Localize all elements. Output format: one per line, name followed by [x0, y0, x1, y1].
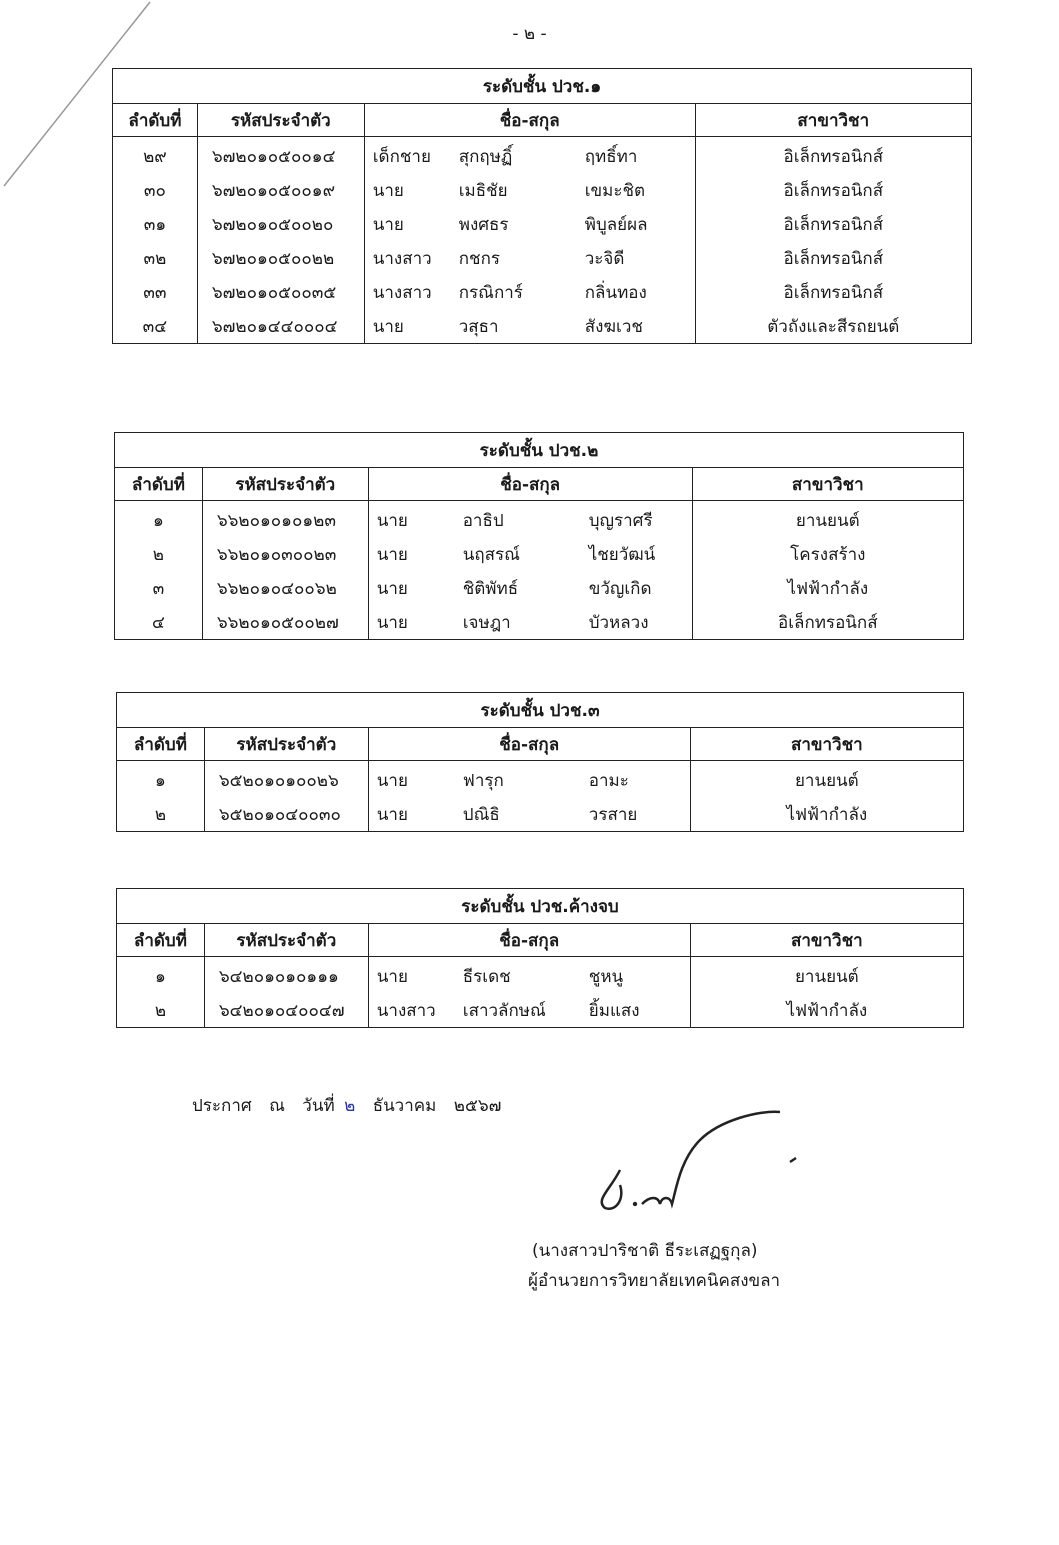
student-id: ๖๗๒๐๑๐๕๐๐๒๐ — [197, 207, 364, 241]
roster-table-level-2 — [114, 432, 964, 640]
table-row — [115, 571, 964, 605]
first-name: วสุธา — [458, 316, 499, 337]
column-header-name: ชื่อ-สกุล — [368, 924, 690, 957]
major: ยานยนต์ — [690, 957, 963, 994]
table-row — [115, 501, 964, 538]
row-number: ๓๐ — [113, 173, 198, 207]
student-name — [368, 501, 692, 538]
column-header-name: ชื่อ-สกุล — [368, 468, 692, 501]
major: อิเล็กทรอนิกส์ — [695, 173, 971, 207]
first-name: พงศธร — [458, 214, 509, 235]
row-number: ๓๔ — [113, 309, 198, 344]
column-header-row — [117, 924, 964, 957]
page-number: - ๒ - — [512, 24, 547, 44]
last-name: เขมะชิต — [584, 180, 646, 201]
major: ไฟฟ้ากำลัง — [690, 797, 963, 832]
major: อิเล็กทรอนิกส์ — [695, 137, 971, 174]
table-row — [113, 309, 972, 344]
level-title-row — [115, 433, 964, 468]
first-name: เจษฎา — [462, 612, 511, 633]
student-name — [368, 761, 690, 798]
major: โครงสร้าง — [692, 537, 963, 571]
first-name: กชกร — [458, 248, 501, 269]
student-id: ๖๕๒๐๑๐๑๐๐๒๖ — [204, 761, 368, 798]
column-header-row — [115, 468, 964, 501]
name-prefix: นางสาว — [376, 1000, 436, 1021]
table-row — [117, 761, 964, 798]
announce-month: ธันวาคม — [372, 1096, 437, 1116]
student-name — [368, 797, 690, 832]
name-prefix: นาย — [376, 612, 408, 633]
name-prefix: นาย — [372, 316, 404, 337]
major: อิเล็กทรอนิกส์ — [695, 275, 971, 309]
last-name: สังฆเวช — [584, 316, 643, 337]
student-id: ๖๗๒๐๑๐๕๐๐๑๙ — [197, 173, 364, 207]
last-name: อามะ — [588, 770, 629, 791]
student-name — [364, 173, 695, 207]
signer-title: ผู้อำนวยการวิทยาลัยเทคนิคสงขลา — [528, 1271, 781, 1291]
column-header-major: สาขาวิชา — [695, 104, 971, 137]
first-name: ชิติพัทธ์ — [462, 578, 519, 599]
student-id: ๖๖๒๐๑๐๕๐๐๒๗ — [202, 605, 368, 640]
row-number: ๒ — [117, 993, 205, 1028]
level-title-row — [117, 693, 964, 728]
level-title: ระดับชั้น ปวช.๓ — [117, 693, 964, 728]
level-title: ระดับชั้น ปวช.ค้างจบ — [117, 889, 964, 924]
table-row — [115, 605, 964, 640]
last-name: วะจิดี — [584, 248, 625, 269]
announce-at: ณ — [269, 1096, 285, 1116]
student-id: ๖๖๒๐๑๐๓๐๐๒๓ — [202, 537, 368, 571]
row-number: ๑ — [115, 501, 203, 538]
column-header-code: รหัสประจำตัว — [202, 468, 368, 501]
first-name: สุกฤษฏิ์ — [458, 146, 513, 167]
column-header-no: ลำดับที่ — [117, 728, 205, 761]
name-prefix: นาย — [376, 544, 408, 565]
major: ยานยนต์ — [690, 761, 963, 798]
column-header-major: สาขาวิชา — [692, 468, 963, 501]
first-name: ฟารุก — [462, 770, 504, 791]
column-header-no: ลำดับที่ — [117, 924, 205, 957]
level-title-row — [113, 69, 972, 104]
name-prefix: นาย — [376, 510, 408, 531]
last-name: ฤทธิ์ทา — [584, 146, 638, 167]
major: อิเล็กทรอนิกส์ — [695, 241, 971, 275]
last-name: ชูหนู — [588, 966, 624, 987]
major: ไฟฟ้ากำลัง — [690, 993, 963, 1028]
name-prefix: นาย — [376, 770, 408, 791]
column-header-code: รหัสประจำตัว — [204, 728, 368, 761]
table-row — [113, 207, 972, 241]
announce-label: ประกาศ — [192, 1096, 252, 1116]
name-prefix: นางสาว — [372, 248, 432, 269]
level-title: ระดับชั้น ปวช.๑ — [113, 69, 972, 104]
announcement-line — [192, 1092, 513, 1119]
name-prefix: นาย — [376, 804, 408, 825]
table-row — [113, 241, 972, 275]
column-header-row — [117, 728, 964, 761]
roster-table-level-1 — [112, 68, 972, 344]
last-name: ไชยวัฒน์ — [588, 544, 656, 565]
roster-table-pending — [116, 888, 964, 1028]
table-row — [117, 797, 964, 832]
major: ตัวถังและสีรถยนต์ — [695, 309, 971, 344]
row-number: ๑ — [117, 957, 205, 994]
student-name — [368, 537, 692, 571]
column-header-major: สาขาวิชา — [690, 728, 963, 761]
signature-image — [580, 1100, 820, 1220]
first-name: เมธิชัย — [458, 180, 508, 201]
row-number: ๓๑ — [113, 207, 198, 241]
major: อิเล็กทรอนิกส์ — [695, 207, 971, 241]
signer-block — [528, 1236, 780, 1296]
level-title: ระดับชั้น ปวช.๒ — [115, 433, 964, 468]
name-prefix: นาย — [372, 214, 404, 235]
first-name: ปณิธิ — [462, 804, 500, 825]
table-row — [113, 173, 972, 207]
announce-day: ๒ — [344, 1096, 356, 1116]
column-header-code: รหัสประจำตัว — [197, 104, 364, 137]
student-name — [368, 957, 690, 994]
first-name: อาธิป — [462, 510, 504, 531]
announce-year: ๒๕๖๗ — [453, 1096, 502, 1116]
table-row — [113, 275, 972, 309]
column-header-no: ลำดับที่ — [113, 104, 198, 137]
roster-table-level-3 — [116, 692, 964, 832]
student-id: ๖๕๒๐๑๐๔๐๐๓๐ — [204, 797, 368, 832]
row-number: ๒๙ — [113, 137, 198, 174]
student-id: ๖๗๒๐๑๐๕๐๐๓๕ — [197, 275, 364, 309]
signer-name: (นางสาวปาริชาติ ธีระเสฏฐกุล) — [532, 1241, 758, 1261]
last-name: บัวหลวง — [588, 612, 649, 633]
last-name: กลิ่นทอง — [584, 282, 647, 303]
announce-day-label: วันที่ — [302, 1096, 335, 1116]
student-name — [364, 207, 695, 241]
last-name: ขวัญเกิด — [588, 578, 652, 599]
name-prefix: นางสาว — [372, 282, 432, 303]
column-header-no: ลำดับที่ — [115, 468, 203, 501]
student-name — [364, 137, 695, 174]
name-prefix: นาย — [376, 578, 408, 599]
level-title-row — [117, 889, 964, 924]
student-name — [364, 275, 695, 309]
student-name — [364, 309, 695, 344]
major: อิเล็กทรอนิกส์ — [692, 605, 963, 640]
student-id: ๖๖๒๐๑๐๔๐๐๖๒ — [202, 571, 368, 605]
name-prefix: เด็กชาย — [372, 146, 431, 167]
student-id: ๖๖๒๐๑๐๑๐๑๒๓ — [202, 501, 368, 538]
name-prefix: นาย — [376, 966, 408, 987]
student-id: ๖๔๒๐๑๐๔๐๐๔๗ — [204, 993, 368, 1028]
row-number: ๔ — [115, 605, 203, 640]
table-row — [115, 537, 964, 571]
student-id: ๖๗๒๐๑๐๕๐๐๒๒ — [197, 241, 364, 275]
table-row — [117, 957, 964, 994]
row-number: ๓๒ — [113, 241, 198, 275]
student-name — [368, 605, 692, 640]
first-name: กรณิการ์ — [458, 282, 523, 303]
row-number: ๒ — [115, 537, 203, 571]
student-name — [368, 571, 692, 605]
name-prefix: นาย — [372, 180, 404, 201]
first-name: เสาวลักษณ์ — [462, 1000, 546, 1021]
last-name: วรสาย — [588, 804, 638, 825]
row-number: ๓ — [115, 571, 203, 605]
table-row — [113, 137, 972, 174]
last-name: พิบูลย์ผล — [584, 214, 648, 235]
column-header-code: รหัสประจำตัว — [204, 924, 368, 957]
first-name: ธีรเดช — [462, 966, 511, 987]
major: ยานยนต์ — [692, 501, 963, 538]
last-name: บุญราศรี — [588, 510, 653, 531]
column-header-row — [113, 104, 972, 137]
row-number: ๑ — [117, 761, 205, 798]
column-header-major: สาขาวิชา — [690, 924, 963, 957]
student-name — [368, 993, 690, 1028]
student-id: ๖๔๒๐๑๐๑๐๑๑๑ — [204, 957, 368, 994]
student-id: ๖๗๒๐๑๔๔๐๐๐๔ — [197, 309, 364, 344]
major: ไฟฟ้ากำลัง — [692, 571, 963, 605]
first-name: นฤสรณ์ — [462, 544, 520, 565]
column-header-name: ชื่อ-สกุล — [368, 728, 690, 761]
row-number: ๓๓ — [113, 275, 198, 309]
student-name — [364, 241, 695, 275]
column-header-name: ชื่อ-สกุล — [364, 104, 695, 137]
student-id: ๖๗๒๐๑๐๕๐๐๑๔ — [197, 137, 364, 174]
last-name: ยิ้มแสง — [588, 1000, 640, 1021]
row-number: ๒ — [117, 797, 205, 832]
table-row — [117, 993, 964, 1028]
